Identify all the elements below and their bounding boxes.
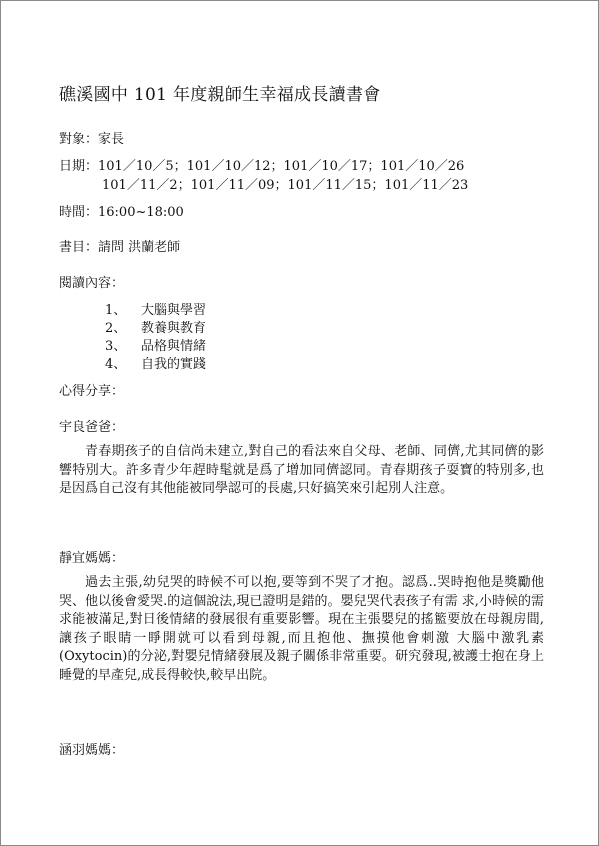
list-item-number: 3、	[105, 339, 127, 354]
list-item	[105, 335, 206, 354]
list-item	[105, 299, 206, 318]
sharing-heading: 心得分享：	[59, 384, 125, 399]
list-item-label: 教養與教育	[141, 321, 207, 336]
dates-line-2: 101／11／2；101／11／09；101／11／15；101／11／23	[102, 178, 469, 193]
time-line: 時間：16:00~18:00	[59, 205, 184, 220]
sharing-author-2: 靜宜媽媽：	[59, 551, 125, 566]
audience-line: 對象：家長	[59, 132, 125, 147]
list-item-label: 自我的實踐	[141, 357, 207, 372]
reading-heading: 閱讀內容：	[59, 276, 125, 291]
list-item-label: 品格與情緒	[141, 339, 207, 354]
book-line: 書目：請問 洪蘭老師	[59, 240, 181, 255]
list-item-number: 2、	[105, 321, 127, 336]
list-item-label: 大腦與學習	[141, 303, 207, 318]
list-item	[105, 317, 206, 336]
sharing-author-3: 涵羽媽媽：	[59, 743, 125, 758]
list-item-number: 1、	[105, 303, 127, 318]
sharing-text-1: 青春期孩子的自信尚未建立,對自己的看法來自父母、老師、同儕,尤其同儕的影響特別大。許多青少年趕時髦就是爲了增加同儕認同。青春期孩子耍寶的特別多,也是因爲自己沒有其他能被同學認可的長處,只好搞笑來引起別人注意。	[59, 444, 544, 496]
sharing-text-2: 過去主張,幼兒哭的時候不可以抱,要等到不哭了才抱。認爲..哭時抱他是獎勵他哭、他以後會愛哭.的這個說法,現已證明是錯的。嬰兒哭代表孩子有需 求,小時候的需求能被滿足,對日後情緒的發展很有重要影響。現在主張嬰兒的搖籃要放在母親房間,讓孩子眼睛一睜開就可以看到母親,而且抱他、撫摸他會刺激 大腦中激乳素(Oxytocin)的分泌,對嬰兒情緒發展及親子關係非常重要。研究發現,被護士抱在身上睡覺的早產兒,成長得較快,較早出院。	[59, 575, 544, 683]
list-item-number: 4、	[105, 357, 127, 372]
list-item	[105, 353, 206, 372]
sharing-author-1: 宇良爸爸：	[59, 420, 125, 435]
document-title: 礁溪國中 101 年度親師生幸福成長讀書會	[59, 85, 381, 105]
dates-line-1: 日期：101／10／5；101／10／12；101／10／17；101／10／26	[59, 159, 465, 174]
